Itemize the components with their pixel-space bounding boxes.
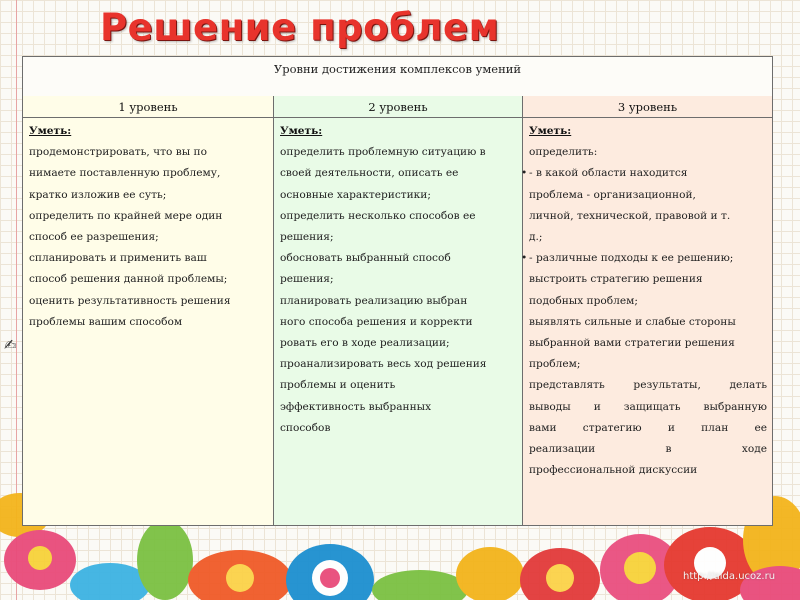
- slide-title: Решение проблем: [100, 6, 500, 49]
- column-level-1: [23, 118, 274, 525]
- col3-bullet-line: • - различные подходы к ее решению;: [529, 248, 767, 269]
- col3-line: проблем;: [529, 358, 581, 371]
- col1-line: определить по крайней мере один: [29, 209, 223, 222]
- col1-line: проблемы вашим способом: [29, 315, 183, 328]
- col2-line: определить проблемную ситуацию в: [280, 146, 486, 159]
- col3-lead: Уметь:: [529, 125, 572, 137]
- col3-line: личной, технической, правовой и т.: [529, 209, 731, 222]
- column-level-2: [274, 118, 523, 525]
- table-caption: Уровни достижения комплексов умений: [23, 57, 772, 97]
- col2-line: проанализировать весь ход решения: [280, 358, 487, 371]
- col1-line: способ ее разрешения;: [29, 231, 159, 244]
- col3-line: выявлять сильные и слабые стороны: [529, 315, 736, 328]
- col1-line: продемонстрировать, что вы по: [29, 146, 207, 159]
- col2-line: решения;: [280, 273, 334, 286]
- col1-line: спланировать и применить ваш: [29, 252, 207, 265]
- col3-line: проблема - организационной,: [529, 188, 696, 201]
- header-level-2: 2 уровень: [274, 96, 523, 118]
- col2-line: своей деятельности, описать ее: [280, 167, 459, 180]
- skills-table: [22, 56, 773, 526]
- col1-lead: Уметь:: [29, 125, 72, 137]
- col3-bullet-line: • - в какой области находится: [529, 163, 767, 184]
- col3-line: реализации в ходе: [529, 443, 767, 456]
- col2-lead: Уметь:: [280, 125, 323, 137]
- col1-line: способ решения данной проблемы;: [29, 273, 228, 286]
- col1-line: оценить результативность решения: [29, 294, 231, 307]
- col3-line: выводы и защищать выбранную: [529, 400, 767, 413]
- col1-line: нимаете поставленную проблему,: [29, 167, 221, 180]
- column-level-3: [523, 118, 772, 525]
- col3-line: д.;: [529, 231, 543, 244]
- header-level-1: 1 уровень: [23, 96, 274, 118]
- col2-line: решения;: [280, 231, 334, 244]
- col2-line: проблемы и оценить: [280, 379, 396, 392]
- col2-line: обосновать выбранный способ: [280, 252, 451, 265]
- col3-line: выбранной вами стратегии решения: [529, 337, 735, 350]
- col3-line: подобных проблем;: [529, 294, 638, 307]
- col2-line: планировать реализацию выбран: [280, 294, 468, 307]
- col3-line: профессиональной дискуссии: [529, 464, 698, 477]
- col2-line: ровать его в ходе реализации;: [280, 337, 450, 350]
- col3-line: выстроить стратегию решения: [529, 273, 703, 286]
- col2-line: способов: [280, 421, 331, 434]
- site-url: http://aida.ucoz.ru: [683, 571, 776, 582]
- col2-line: определить несколько способов ее: [280, 209, 476, 222]
- col3-line: представлять результаты, делать: [529, 379, 767, 392]
- col2-line: ного способа решения и корректи: [280, 315, 473, 328]
- col2-line: эффективность выбранных: [280, 400, 432, 413]
- header-level-3: 3 уровень: [523, 96, 772, 118]
- col1-line: кратко изложив ее суть;: [29, 188, 167, 201]
- col3-line: определить:: [529, 146, 598, 159]
- col3-line: вами стратегию и план ее: [529, 421, 767, 434]
- col2-line: основные характеристики;: [280, 188, 431, 201]
- writing-hand-icon: ✍: [4, 336, 17, 354]
